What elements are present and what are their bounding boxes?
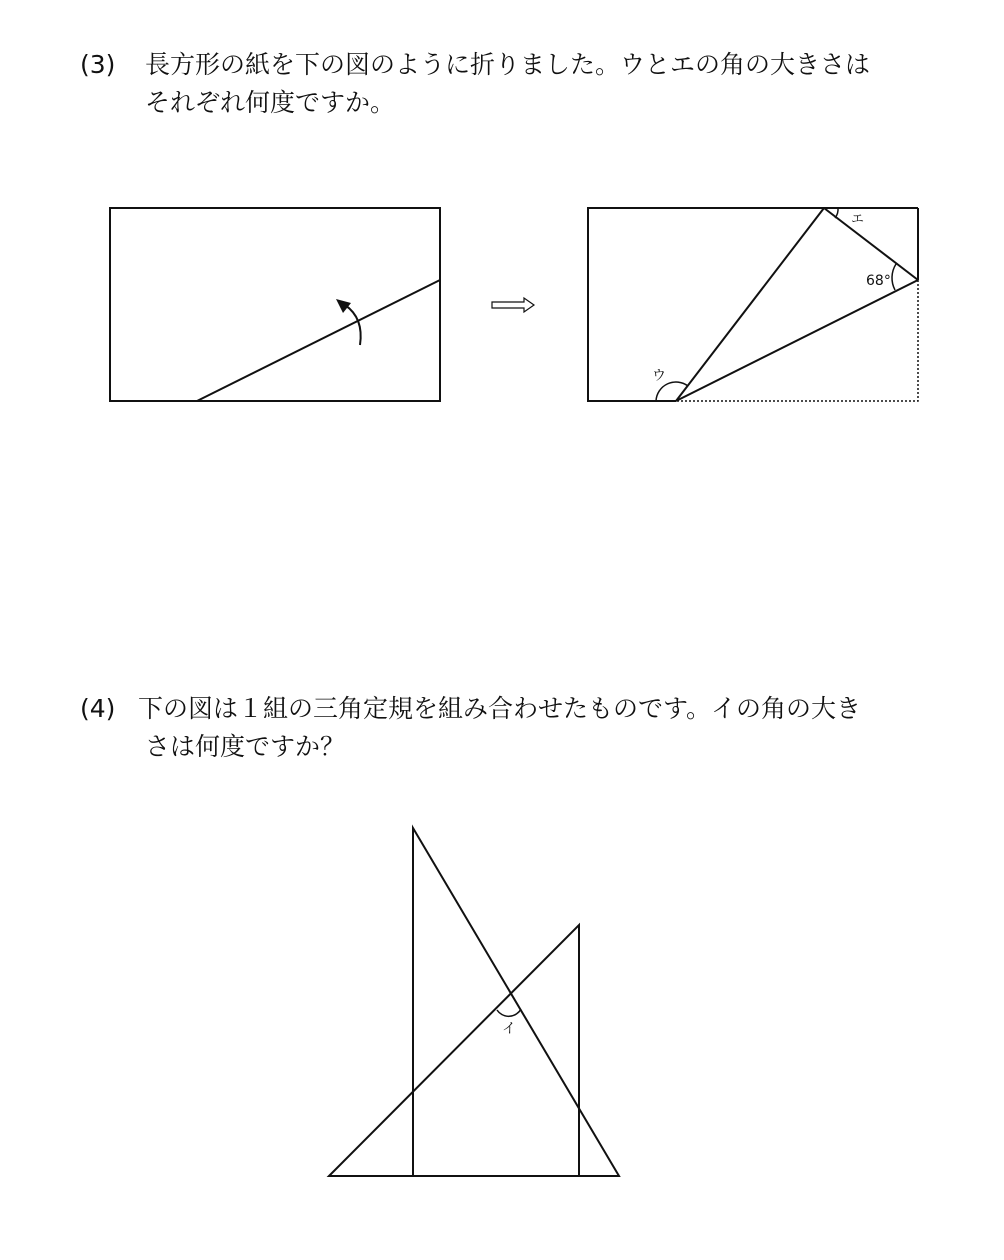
transition-arrow-icon [492, 298, 534, 312]
angle-i-arc [497, 1009, 521, 1016]
problem3-line1: 長方形の紙を下の図のように折りました。ウとエの角の大きさは [145, 50, 871, 79]
set-square-30-60 [413, 828, 619, 1176]
figure4 [329, 828, 619, 1176]
fold-line [197, 280, 440, 401]
label-u: ウ [652, 368, 666, 384]
fold-arrow-curve [345, 305, 361, 345]
problem3-line2: それぞれ何度ですか。 [145, 88, 396, 117]
problem4-number: (4) [80, 694, 116, 723]
folded-flap-left-edge [676, 208, 824, 401]
rect-solid-edges [588, 208, 824, 401]
problem4-line2: さは何度ですか？ [145, 732, 346, 761]
angle-e-arc [835, 208, 838, 218]
label-68-degrees: 68° [866, 273, 891, 289]
set-square-45 [329, 925, 579, 1176]
label-e: エ [851, 212, 865, 227]
angle-68-arc [892, 264, 896, 290]
figure3-left [110, 208, 440, 401]
fold-crease [676, 280, 918, 401]
fold-arrow-head [336, 299, 351, 313]
problem3-number: (3) [80, 50, 116, 79]
label-i: イ [502, 1021, 516, 1037]
folded-flap-top-edge [824, 208, 918, 280]
problem4-line1: 下の図は１組の三角定規を組み合わせたものです。イの角の大き [138, 694, 862, 723]
figure3-right [588, 208, 918, 401]
